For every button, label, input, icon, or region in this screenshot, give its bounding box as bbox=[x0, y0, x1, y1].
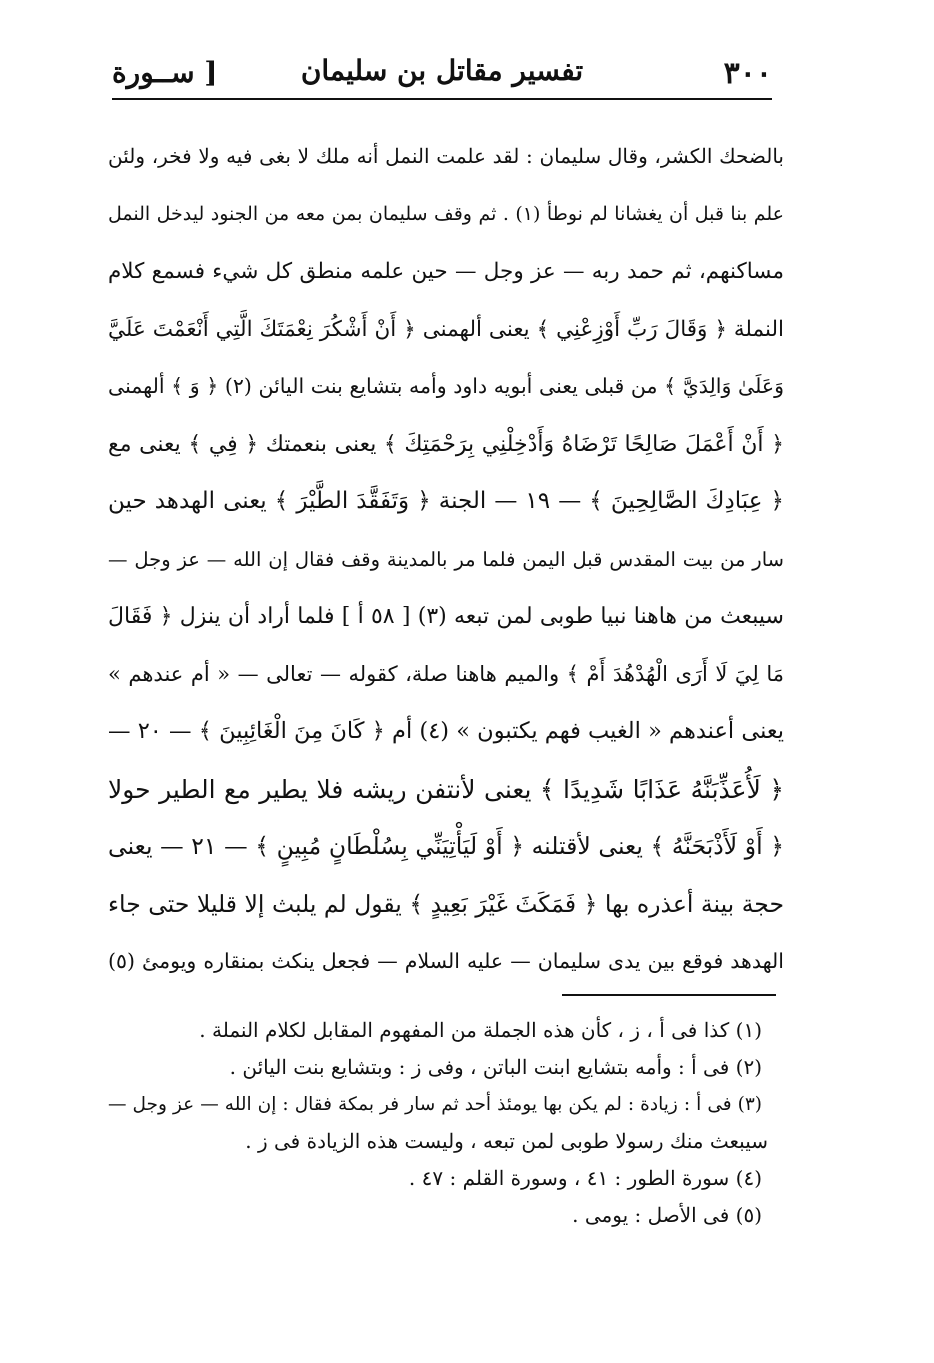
footnote: (٥) فى الأصل : يومى . bbox=[572, 1203, 762, 1227]
header-rule bbox=[112, 98, 772, 100]
footnote: (٣) فى أ : زيادة : لم يكن بها يومئذ أحد ثم سار فر بمكة فقال : إن الله — عز وجل — bbox=[108, 1094, 762, 1115]
main-text bbox=[108, 128, 784, 991]
text-line: سار من بيت المقدس قبل اليمن فلما مر بالمدينة وقف فقال إن الله — عز وجل — bbox=[108, 547, 784, 571]
text-line: ﴿ عِبَادِكَ الصَّالِحِينَ ﴾ — ١٩ — الجنة ﴿ وَتَفَقَّدَ الطَّيْرَ ﴾ يعنى الهدهد حين bbox=[108, 488, 784, 514]
page-number: ٣٠٠ bbox=[723, 56, 772, 91]
page-header bbox=[112, 52, 772, 100]
footnotes bbox=[108, 1012, 768, 1234]
text-line: علم بنا قبل أن يغشانا لم نوطأ (١) . ثم وقف سليمان بمن معه من الجنود ليدخل النمل bbox=[108, 202, 784, 225]
footnote: (١) كذا فى أ ، ز ، كأن هذه الجملة من المفهوم المقابل لكلام النملة . bbox=[199, 1018, 762, 1042]
surah-label: [ ســورة bbox=[112, 56, 218, 89]
text-line: سيبعث من هاهنا نبيا طوبى لمن تبعه (٣) [ ٥٨ أ ] فلما أراد أن ينزل ﴿ فَقَالَ bbox=[108, 604, 784, 629]
text-line: ﴿ أَنْ أَعْمَلَ صَالِحًا تَرْضَاهُ وَأَدْخِلْنِي بِرَحْمَتِكَ ﴾ يعنى بنعمتك ﴿ فِي ﴾ يعنى مع bbox=[108, 431, 784, 457]
text-line: الهدهد فوقع بين يدى سليمان — عليه السلام — فجعل ينكث بمنقاره ويومئ (٥) bbox=[108, 949, 784, 973]
footnote: (٢) فى أ : وأمه بتشايع ابنت الباتن ، وفى ز : وبتشايع بنت اليائن . bbox=[229, 1055, 762, 1079]
text-line: النملة ﴿ وَقَالَ رَبِّ أَوْزِعْنِي ﴾ يعنى ألهمنى ﴿ أَنْ أَشْكُرَ نِعْمَتَكَ الَّتِي أَنْعَمْتَ عَلَيَّ bbox=[108, 316, 784, 342]
text-line: حجة بينة أعذره بها ﴿ فَمَكَثَ غَيْرَ بَعِيدٍ ﴾ يقول لم يلبث إلا قليلا حتى جاء bbox=[108, 889, 784, 918]
footnote: (٤) سورة الطور : ٤١ ، وسورة القلم : ٤٧ . bbox=[408, 1166, 762, 1190]
text-line: وَعَلَىٰ وَالِدَيَّ ﴾ من قبلى يعنى أبويه داود وأمه بتشايع بنت اليائن (٢) ﴿ وَ ﴾ ألهمنى bbox=[108, 374, 784, 398]
text-line: ﴿ أَوْ لَأَذْبَحَنَّهُ ﴾ يعنى لأقتلنه ﴿ أَوْ لَيَأْتِيَنِّي بِسُلْطَانٍ مُبِينٍ ﴾ — ٢١ — يعنى bbox=[108, 832, 784, 860]
footnote-separator bbox=[562, 994, 776, 996]
footnote-continuation: سيبعث منك رسولا طوبى لمن تبعه ، وليست هذه الزيادة فى ز . bbox=[245, 1129, 768, 1153]
text-line: مساكنهم، ثم حمد ربه — عز وجل — حين علمه منطق كل شيء فسمع كلام bbox=[108, 259, 784, 284]
text-line: ﴿ لَأُعَذِّبَنَّهُ عَذَابًا شَدِيدًا ﴾ يعنى لأنتفن ريشه فلا يطير مع الطير حولا bbox=[108, 774, 784, 804]
text-line: مَا لِيَ لَا أَرَى الْهُدْهُدَ أَمْ ﴾ والميم هاهنا صلة، كقوله — تعالى — « أم عندهم » bbox=[108, 661, 784, 686]
running-title: تفسير مقاتل بن سليمان bbox=[300, 54, 584, 87]
text-line: يعنى أعندهم « الغيب فهم يكتبون » (٤) أم ﴿ كَانَ مِنَ الْغَائِبِينَ ﴾ — ٢٠ — bbox=[108, 718, 784, 744]
text-line: بالضحك الكشر، وقال سليمان : لقد علمت النمل أنه ملك لا بغى فيه ولا فخر، ولئن bbox=[108, 144, 784, 168]
